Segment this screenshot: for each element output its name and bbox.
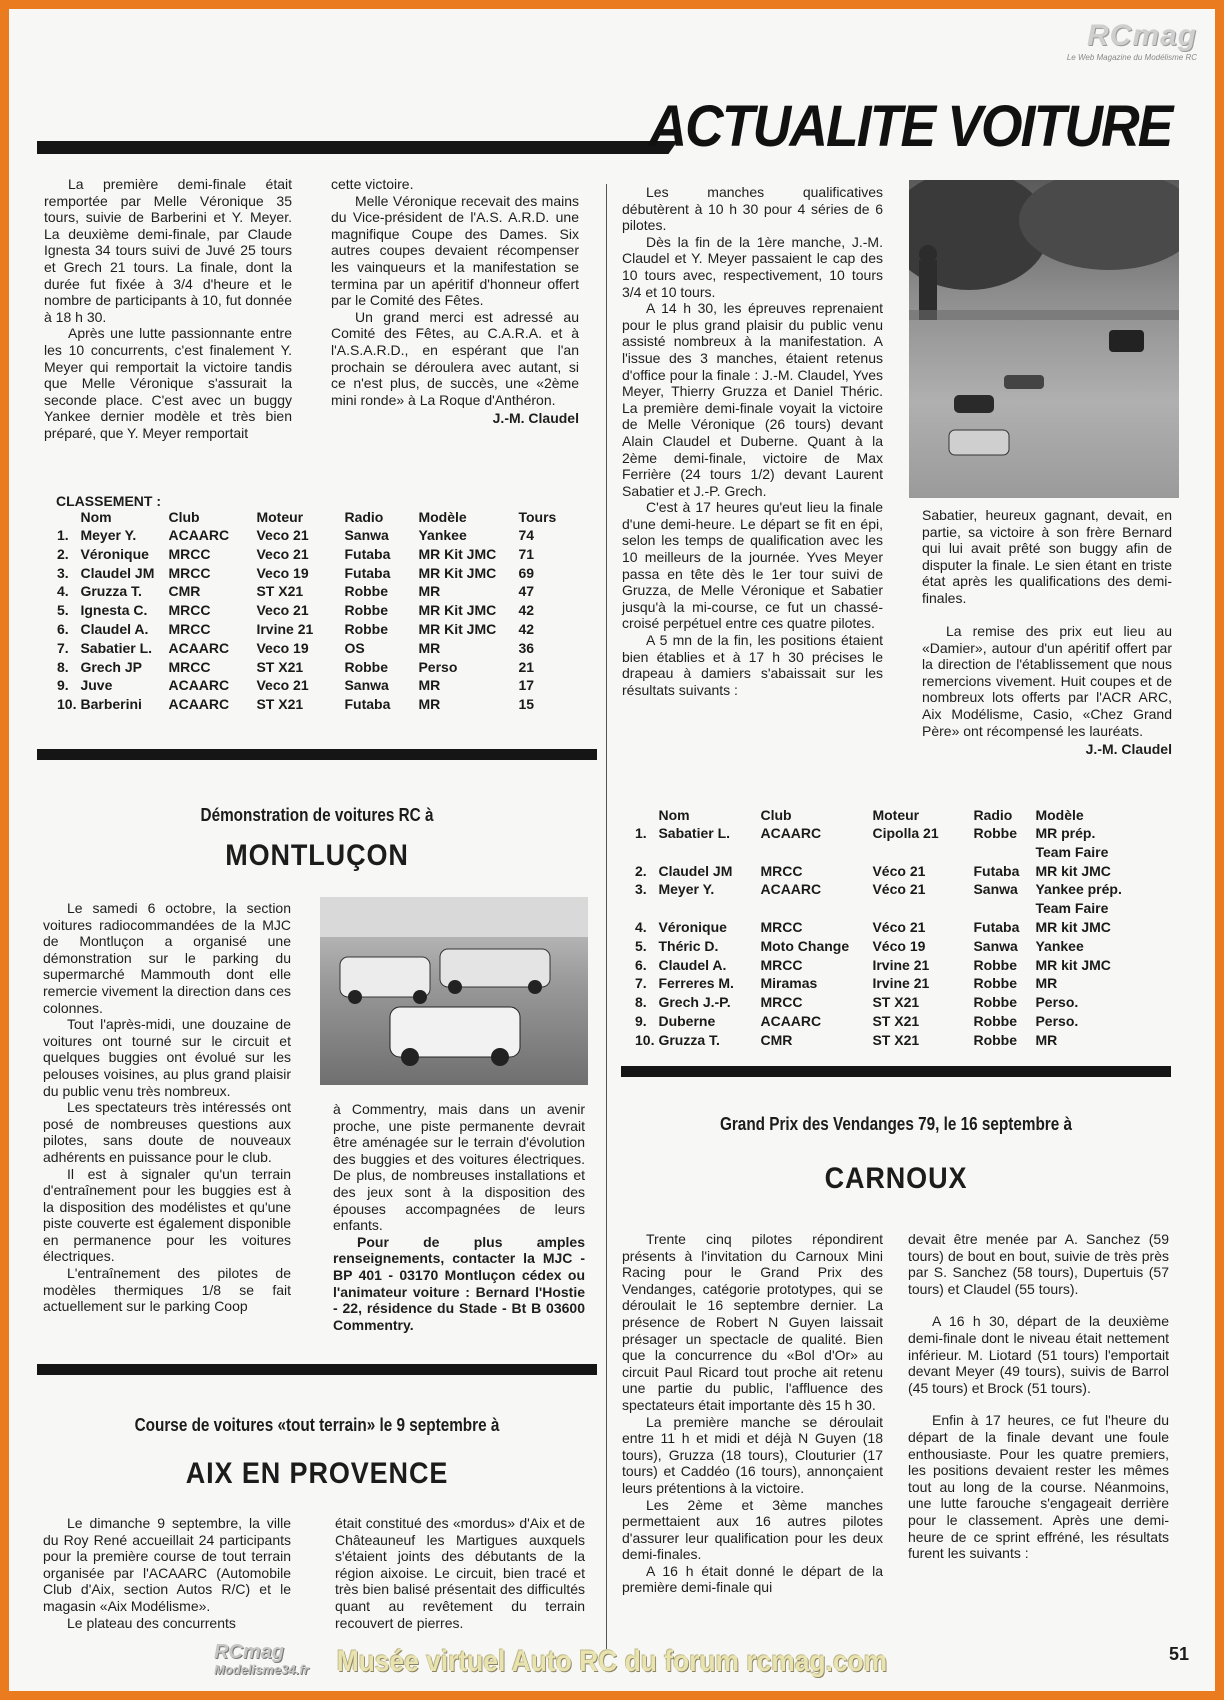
table-cell: ACAARC bbox=[168, 696, 230, 713]
table-cell: MR bbox=[418, 696, 441, 713]
table-cell: Perso bbox=[418, 658, 458, 675]
table-row bbox=[57, 526, 560, 545]
montlucon-kicker: Démonstration de voitures RC à bbox=[200, 805, 434, 825]
paragraph: Enfin à 17 heures, ce fut l'heure du départ de la finale devant une foule enthousiaste. Pour les quatre premiers, les positions devaient rester les mêmes tout au long de la course. Néanmoins, une lutte farouche s'engageait derrière pour le classement. Après une demi-heure de ce sprint effréné, les résultats furent les suivants : bbox=[908, 1412, 1169, 1562]
table-cell: 6. bbox=[57, 620, 69, 637]
paragraph: A 14 h 30, les épreuves reprenaient pour le plus grand plaisir du public venu assisté nombreux à la manifestation. A l'issue des 3 manches, étaient retenus d'office pour la finale : J.-M. Claudel, Yves Meyer, Thierry Gruzza et Daniel Théric. La première demi-finale voyait la victoire de Melle Véronique (26 tours) devant Alain Claudel et Duberne. Quant à la 2ème demi-finale, victoire de Max Ferrière (24 tours 1/2) devant Laurent Sabatier et J.-P. Grech. bbox=[622, 300, 883, 499]
col-header: Radio bbox=[973, 807, 1013, 823]
table-cell: 4. bbox=[57, 583, 69, 600]
col-header: Club bbox=[168, 509, 200, 525]
table-cell: Barberini bbox=[80, 696, 142, 713]
table-cell: Robbe bbox=[344, 602, 389, 619]
table-cell: 8. bbox=[635, 994, 647, 1011]
table-cell: 5. bbox=[635, 937, 647, 954]
carnoux-title: CARNOUX bbox=[824, 1162, 968, 1195]
paragraph: Après une lutte passionnante entre les 10 concurrents, c'est finalement Y. Meyer qui remportait la victoire tandis que Melle Véronique s'assurait la seconde place. C'est avec un buggy Yankee dernier modèle et très bien préparé, que Y. Meyer remportait bbox=[44, 325, 292, 441]
table-cell: 1. bbox=[635, 825, 647, 841]
table-cell: Véronique bbox=[80, 545, 149, 562]
table-cell: 47 bbox=[518, 583, 535, 600]
carnoux-kicker: Grand Prix des Vendanges 79, le 16 septembre à bbox=[719, 1114, 1073, 1134]
table-cell: Perso. bbox=[1035, 994, 1079, 1011]
table-row bbox=[635, 880, 1126, 918]
table-cell: Irvine 21 bbox=[872, 956, 930, 973]
table-cell: MRCC bbox=[760, 956, 803, 973]
table-cell: 3. bbox=[57, 564, 69, 581]
table-cell: 42 bbox=[518, 620, 535, 637]
paragraph: Il est à signaler qu'un terrain d'entraînement pour les buggies est à la disposition des modélistes et qu'une piste couverte est également disponible en permanence pour les voitures électriques. bbox=[43, 1165, 291, 1265]
table-cell: MRCC bbox=[760, 862, 803, 879]
paragraph: Tout l'après-midi, une douzaine de voitures ont tourné sur le circuit et quelques buggies ont évolué sur les pelouses voisines, au plus grand plaisir du public venu très nombreux. bbox=[43, 1016, 291, 1099]
divider-bar bbox=[37, 749, 597, 760]
col-header: Moteur bbox=[256, 509, 304, 525]
table-cell: 8. bbox=[57, 658, 69, 675]
aix-col2 bbox=[335, 1515, 585, 1631]
table-cell: Futaba bbox=[344, 564, 391, 581]
table-cell: Théric D. bbox=[658, 937, 719, 954]
table-cell: ST X21 bbox=[256, 583, 304, 600]
section-title: ACTUALITE VOITURE bbox=[648, 94, 1172, 159]
table-cell: 6. bbox=[635, 956, 647, 973]
paragraph: A 16 h 30, départ de la deuxième demi-finale dont le niveau était nettement inférieur. M. Liotard (51 tours) l'emportait devant Meyer (49 tours), suivis de Barrol (45 tours) et Brock (51 tours). bbox=[908, 1313, 1169, 1396]
table-cell: Grech J.-P. bbox=[658, 994, 731, 1011]
table-cell: Robbe bbox=[973, 994, 1018, 1011]
table-row bbox=[635, 937, 1126, 956]
table-row bbox=[57, 582, 560, 601]
paragraph: A 5 mn de la fin, les positions étaient bien établies et à 17 h 30 précises le drapeau à damiers s'abaissait sur les résultats suivants : bbox=[622, 632, 883, 698]
carnoux-col2 bbox=[908, 1231, 1169, 1562]
table-cell: Claudel JM bbox=[658, 862, 733, 879]
table-cell: 17 bbox=[518, 677, 535, 694]
table-cell: Irvine 21 bbox=[256, 620, 314, 637]
column-rule bbox=[606, 184, 607, 1649]
paragraph: Trente cinq pilotes répondirent présents à l'invitation du Carnoux Mini Racing pour le Grand Prix des Vendanges, catégorie prototypes, qui se déroulait le 16 septembre dernier. La présence de Robert N Guyen laissait présager un spectacle de qualité. Bien que la concurrence du «Bol d'Or» au circuit Paul Ricard tout proche ait retenu une partie du public, l'affluence des spectateurs était importante dès 15 h 30. bbox=[622, 1231, 883, 1413]
table-cell: Irvine 21 bbox=[872, 975, 930, 992]
paragraph: Le samedi 6 octobre, la section voitures radiocommandées de la MJC de Montluçon a organisé une démonstration sur le parking du supermarché Mammouth dont elle remercie vivement la direction dans ces colonnes. bbox=[43, 900, 291, 1016]
logo-tagline: Le Web Magazine du Modélisme RC bbox=[1066, 53, 1197, 62]
table-cell: ST X21 bbox=[872, 994, 920, 1011]
table-row bbox=[635, 1012, 1126, 1031]
classement-title: CLASSEMENT : bbox=[56, 493, 161, 509]
table-cell: 74 bbox=[518, 527, 535, 543]
aix-kicker: Course de voitures «tout terrain» le 9 septembre à bbox=[134, 1415, 500, 1435]
table-row bbox=[57, 676, 560, 695]
paragraph: Les 2ème et 3ème manches permettaient aux 16 autres pilotes d'assurer leur qualification pour les deux demi-finales. bbox=[622, 1496, 883, 1563]
montlucon-col2 bbox=[333, 1101, 585, 1333]
paragraph: Les manches qualificatives débutèrent à 10 h 30 pour 4 séries de 6 pilotes. bbox=[622, 184, 883, 234]
table-cell: Véco 21 bbox=[872, 862, 926, 879]
paragraph: La remise des prix eut lieu au «Damier», autour d'un apéritif offert par la direction de l'établissement que nous remercions vivement. Huit coupes et de nombreux lots offerts par l'ACR ARC, Aix Modélisme, Casio, «Chez Grand Père» ont récompensé les lauréats. bbox=[922, 623, 1172, 739]
paragraph: A 16 h était donné le départ de la première demi-finale qui bbox=[622, 1562, 883, 1596]
table-cell: ACAARC bbox=[760, 1012, 822, 1029]
table-cell: 7. bbox=[635, 975, 647, 992]
table-cell: ST X21 bbox=[872, 1012, 920, 1029]
paragraph: L'entraînement des pilotes de modèles thermiques 1/8 se fait actuellement sur le parking Coop bbox=[43, 1265, 291, 1315]
table-cell bbox=[1035, 824, 1125, 862]
table-cell: Cipolla 21 bbox=[872, 825, 939, 841]
table-cell: MR kit JMC bbox=[1035, 862, 1111, 879]
table-cell: 15 bbox=[518, 696, 535, 713]
table-cell: 5. bbox=[57, 602, 69, 619]
table-row bbox=[57, 620, 560, 639]
paragraph: Le plateau des concurrents bbox=[67, 1614, 236, 1631]
table-cell: Veco 21 bbox=[256, 602, 309, 619]
table-cell: MRCC bbox=[168, 564, 211, 581]
table-cell: 10. bbox=[57, 696, 77, 713]
table-cell: MRCC bbox=[760, 918, 803, 935]
table-cell: 71 bbox=[518, 545, 535, 562]
col-header: Radio bbox=[344, 509, 384, 525]
table-cell: Sanwa bbox=[973, 937, 1018, 954]
table-cell: 42 bbox=[518, 602, 535, 619]
table-cell: Robbe bbox=[973, 1031, 1018, 1048]
table-cell: Robbe bbox=[973, 825, 1018, 841]
table-cell: Sanwa bbox=[344, 527, 389, 543]
table-cell: Veco 21 bbox=[256, 527, 309, 543]
table-cell: Moto Change bbox=[760, 937, 850, 954]
table-cell: Robbe bbox=[973, 1012, 1018, 1029]
col-header: Modèle bbox=[418, 509, 467, 525]
col-header: Moteur bbox=[872, 807, 920, 823]
table-cell: Ferreres M. bbox=[658, 975, 734, 992]
col-header: Modèle bbox=[1035, 807, 1084, 823]
table-cell: Robbe bbox=[344, 583, 389, 600]
table-cell: Robbe bbox=[344, 658, 389, 675]
table-cell: ACAARC bbox=[760, 881, 822, 898]
paragraph: Le dimanche 9 septembre, la ville du Roy René accueillait 24 participants pour la première course de tout terrain organisée par l'ACAARC (Automobile Club d'Aix, section Autos R/C) et le magasin «Aix Modélisme». bbox=[43, 1515, 291, 1614]
table-cell: Ignesta C. bbox=[80, 602, 148, 619]
table-cell: MR kit JMC bbox=[1035, 956, 1111, 973]
table-cell bbox=[1035, 880, 1125, 918]
table-cell: 3. bbox=[635, 881, 647, 898]
table-cell: MR bbox=[418, 639, 441, 656]
table-cell: Gruzza T. bbox=[80, 583, 142, 600]
table-cell: ACAARC bbox=[168, 677, 230, 694]
table-cell: Véronique bbox=[658, 918, 727, 935]
col-header: Tours bbox=[518, 509, 557, 525]
table-cell: 1. bbox=[57, 527, 69, 543]
table-cell: MRCC bbox=[168, 602, 211, 619]
table-cell: Veco 21 bbox=[256, 677, 309, 694]
aix-col1 bbox=[43, 1515, 291, 1631]
table-cell: Véco 21 bbox=[872, 918, 926, 935]
table-cell: 36 bbox=[518, 639, 535, 656]
table-cell: Meyer Y. bbox=[80, 527, 137, 543]
table-row bbox=[57, 695, 560, 714]
table-cell: Véco 19 bbox=[872, 937, 926, 954]
table-row bbox=[635, 956, 1126, 975]
table-cell: ACAARC bbox=[760, 825, 822, 841]
page-number: 51 bbox=[1168, 1644, 1189, 1664]
cars-photo bbox=[320, 897, 588, 1085]
table-cell: Veco 21 bbox=[256, 545, 309, 562]
carnoux-col1 bbox=[622, 1231, 883, 1596]
table-cell: Futaba bbox=[973, 918, 1020, 935]
cell-line: Team Faire bbox=[1035, 843, 1109, 860]
photo-caption: Sabatier, heureux gagnant, devait, en partie, sa victoire à son frère Bernard qui lui avait prêté son buggy afin de disputer la finale. Le sien étant en triste état après les qualifications des demi-finales. bbox=[922, 507, 1172, 606]
table-cell: Duberne bbox=[658, 1012, 716, 1029]
table-cell: Claudel A. bbox=[80, 620, 149, 637]
table-cell: ST X21 bbox=[872, 1031, 920, 1048]
logo-text: RCmag bbox=[1086, 19, 1197, 52]
watermark-text: Musée virtuel Auto RC du forum rcmag.com bbox=[336, 1645, 888, 1678]
table-cell: Perso. bbox=[1035, 1012, 1079, 1029]
table-cell: MR bbox=[418, 677, 441, 694]
table-cell: 10. bbox=[635, 1031, 655, 1048]
table-cell: Meyer Y. bbox=[658, 881, 715, 898]
table-cell: Miramas bbox=[760, 975, 818, 992]
table-row bbox=[57, 564, 560, 583]
paragraph: à Commentry, mais dans un avenir proche, une piste permanente devrait être aménagée sur le terrain d'évolution des buggies et des voitures électriques. De plus, de nombreuses installations et des jeux sont à la disposition des épouses accompagnées de leurs enfants. bbox=[333, 1101, 585, 1234]
montlucon-photo bbox=[320, 897, 588, 1085]
table-cell: CMR bbox=[760, 1031, 793, 1048]
paragraph: C'est à 17 heures qu'eut lieu la finale d'une demi-heure. Le départ se fit en épi, selon les temps de qualification avec les 10 meilleurs de la journée. Yves Meyer passa en tête dès le 1er tour suivi de Gruzza, de Melle Véronique et Sabatier jusqu'à la mi-course, ce fut un chassé-croisé perpétuel entre ces quatre pilotes. bbox=[622, 499, 883, 632]
table-cell: Futaba bbox=[344, 545, 391, 562]
table-row bbox=[635, 993, 1126, 1012]
table-cell: MRCC bbox=[760, 994, 803, 1011]
paragraph: Melle Véronique recevait des mains du Vice-président de l'A.S. A.R.D. une magnifique Coupe des Dames. Six autres coupes devaient récompenser les vainqueurs et la manifestation se termina par un apéritif d'honneur offert par le Comité des Fêtes. bbox=[331, 192, 579, 309]
col-header: Nom bbox=[658, 807, 690, 823]
paragraph: cette victoire. bbox=[331, 176, 414, 192]
table-cell: ST X21 bbox=[256, 658, 304, 675]
paragraph: devait être menée par A. Sanchez (59 tours) de bout en bout, suivie de très près par S. Sanchez (58 tours), Dupertuis (57 tours) et Claudel (55 tours). bbox=[908, 1231, 1169, 1297]
table-cell: Claudel A. bbox=[658, 956, 727, 973]
race-photo bbox=[909, 180, 1179, 498]
table-cell: MR bbox=[1035, 975, 1058, 992]
table-cell: CMR bbox=[168, 583, 201, 600]
table-cell: MR Kit JMC bbox=[418, 564, 497, 581]
table-row bbox=[635, 862, 1126, 881]
paragraph: Un grand merci est adressé au Comité des Fêtes, au C.A.R.A. et à l'A.S.A.R.D., en espérant que l'an prochain se déroulera avec autant, si ce n'est plus, de succès, une «2ème mini ronde» à La Roque d'Anthéron. bbox=[331, 308, 579, 408]
table-row bbox=[635, 918, 1126, 937]
table-cell: ACAARC bbox=[168, 639, 230, 656]
paragraph: La première manche se déroulait entre 11 h et midi et déjà N Guyen (18 tours), Gruzza (18 tours), Clouturier (17 tours) et Caddéo (16 tours), annonçaient leurs prétentions à la victoire. bbox=[622, 1413, 883, 1496]
table-cell: Sanwa bbox=[973, 881, 1018, 898]
paragraph: était constitué des «mordus» d'Aix et de Châteauneuf les Martigues auxquels s'étaient joints des débutants de la région aixoise. Le circuit, bien tracé et très bien balisé présentait des difficultés quant au revêtement du terrain recouvert de pierres. bbox=[335, 1515, 585, 1631]
table-row bbox=[635, 974, 1126, 993]
table-cell: MR bbox=[418, 583, 441, 600]
paragraph: Dès la fin de la 1ère manche, J.-M. Claudel et Y. Meyer passaient le cap des 10 tours avec, respectivement, 10 tours 3/4 et 10 tours. bbox=[622, 233, 883, 300]
article2-col2 bbox=[922, 623, 1172, 758]
magazine-page bbox=[9, 9, 1215, 1691]
contact-info: Pour de plus amples renseignements, contacter la MJC - BP 401 - 03170 Montluçon cédex ou l'animateur voiture : Bernard l'Hostie - 22, résidence du Stade - Bt B 03600 Commentry. bbox=[333, 1233, 585, 1333]
article1-col2 bbox=[331, 176, 579, 427]
table-cell: MR kit JMC bbox=[1035, 918, 1111, 935]
table-cell: MR Kit JMC bbox=[418, 602, 497, 619]
table-row bbox=[635, 824, 1126, 862]
divider-bar bbox=[37, 1364, 597, 1375]
table-cell: 2. bbox=[57, 545, 69, 562]
table-cell: ST X21 bbox=[256, 696, 304, 713]
rcmag-logo bbox=[1067, 19, 1197, 62]
table-row bbox=[57, 658, 560, 677]
table-cell: Futaba bbox=[973, 862, 1020, 879]
table-row bbox=[57, 601, 560, 620]
table-cell: OS bbox=[344, 639, 365, 656]
table-cell: Sabatier L. bbox=[658, 825, 731, 841]
results-table-2 bbox=[635, 807, 1126, 1050]
table-cell: Futaba bbox=[344, 696, 391, 713]
table-cell: Gruzza T. bbox=[658, 1031, 720, 1048]
table-cell: 2. bbox=[635, 862, 647, 879]
table-cell: MR Kit JMC bbox=[418, 545, 497, 562]
montlucon-col1 bbox=[43, 900, 291, 1315]
buggy-photo bbox=[909, 180, 1179, 498]
signature: J.-M. Claudel bbox=[1085, 741, 1172, 758]
table-cell: Veco 19 bbox=[256, 564, 309, 581]
table-cell: Sabatier L. bbox=[80, 639, 153, 656]
table-cell: Sanwa bbox=[344, 677, 389, 694]
table-cell: Robbe bbox=[973, 975, 1018, 992]
table-cell: 9. bbox=[635, 1012, 647, 1029]
article1-col1 bbox=[44, 176, 292, 442]
table-cell: 21 bbox=[518, 658, 535, 675]
col-header: Nom bbox=[80, 509, 112, 525]
table-cell: Robbe bbox=[344, 620, 389, 637]
table-cell: Veco 19 bbox=[256, 639, 309, 656]
table-cell: Yankee bbox=[1035, 937, 1084, 954]
table-cell: Yankee bbox=[418, 527, 467, 543]
table-cell: 9. bbox=[57, 677, 69, 694]
results-table-1 bbox=[57, 509, 560, 714]
table-header-row bbox=[57, 509, 560, 526]
table-cell: MRCC bbox=[168, 658, 211, 675]
divider-bar bbox=[621, 1066, 1171, 1077]
aix-title: AIX EN PROVENCE bbox=[185, 1457, 449, 1490]
table-cell: 7. bbox=[57, 639, 69, 656]
table-cell: ACAARC bbox=[168, 527, 230, 543]
table-row bbox=[57, 639, 560, 658]
table-cell: MR Kit JMC bbox=[418, 620, 497, 637]
table-cell: 4. bbox=[635, 918, 647, 935]
paragraph: La première demi-finale était remportée par Melle Véronique 35 tours, suivie de Barberini et Y. Meyer. La deuxième demi-finale, par Claude Ignesta 34 tours suivi de Juvé 25 tours et Grech 21 tours. La finale, dont la durée fut fixée à 3/4 d'heure et le nombre de participants à 10, fut donnée à 18 h 30. bbox=[44, 176, 292, 325]
footer-logo-bottom: Modelisme34.fr bbox=[214, 1662, 309, 1677]
table-cell: MRCC bbox=[168, 545, 211, 562]
header-bar bbox=[37, 141, 647, 154]
table-cell: MR bbox=[1035, 1031, 1058, 1048]
table-cell: MRCC bbox=[168, 620, 211, 637]
table-cell: 69 bbox=[518, 564, 535, 581]
cell-line: Team Faire bbox=[1035, 900, 1109, 917]
footer-logo-top: RCmag bbox=[214, 1641, 285, 1663]
table-header-row bbox=[635, 807, 1126, 824]
table-cell: Grech JP bbox=[80, 658, 142, 675]
article2-col1 bbox=[622, 184, 883, 698]
cell-line: MR prép. bbox=[1035, 825, 1096, 841]
table-cell: Robbe bbox=[973, 956, 1018, 973]
cell-line: Yankee prép. bbox=[1035, 881, 1122, 898]
col-header: Club bbox=[760, 807, 792, 823]
table-row bbox=[57, 545, 560, 564]
montlucon-title: MONTLUÇON bbox=[225, 839, 409, 872]
signature: J.-M. Claudel bbox=[492, 410, 579, 427]
table-cell: Claudel JM bbox=[80, 564, 155, 581]
paragraph: Les spectateurs très intéressés ont posé de nombreuses questions aux pilotes, sans doute de nouveaux adhérents en puissance pour le club. bbox=[43, 1099, 291, 1165]
table-row bbox=[635, 1031, 1126, 1050]
table-cell: Juve bbox=[80, 677, 113, 694]
table-cell: Véco 21 bbox=[872, 881, 926, 898]
